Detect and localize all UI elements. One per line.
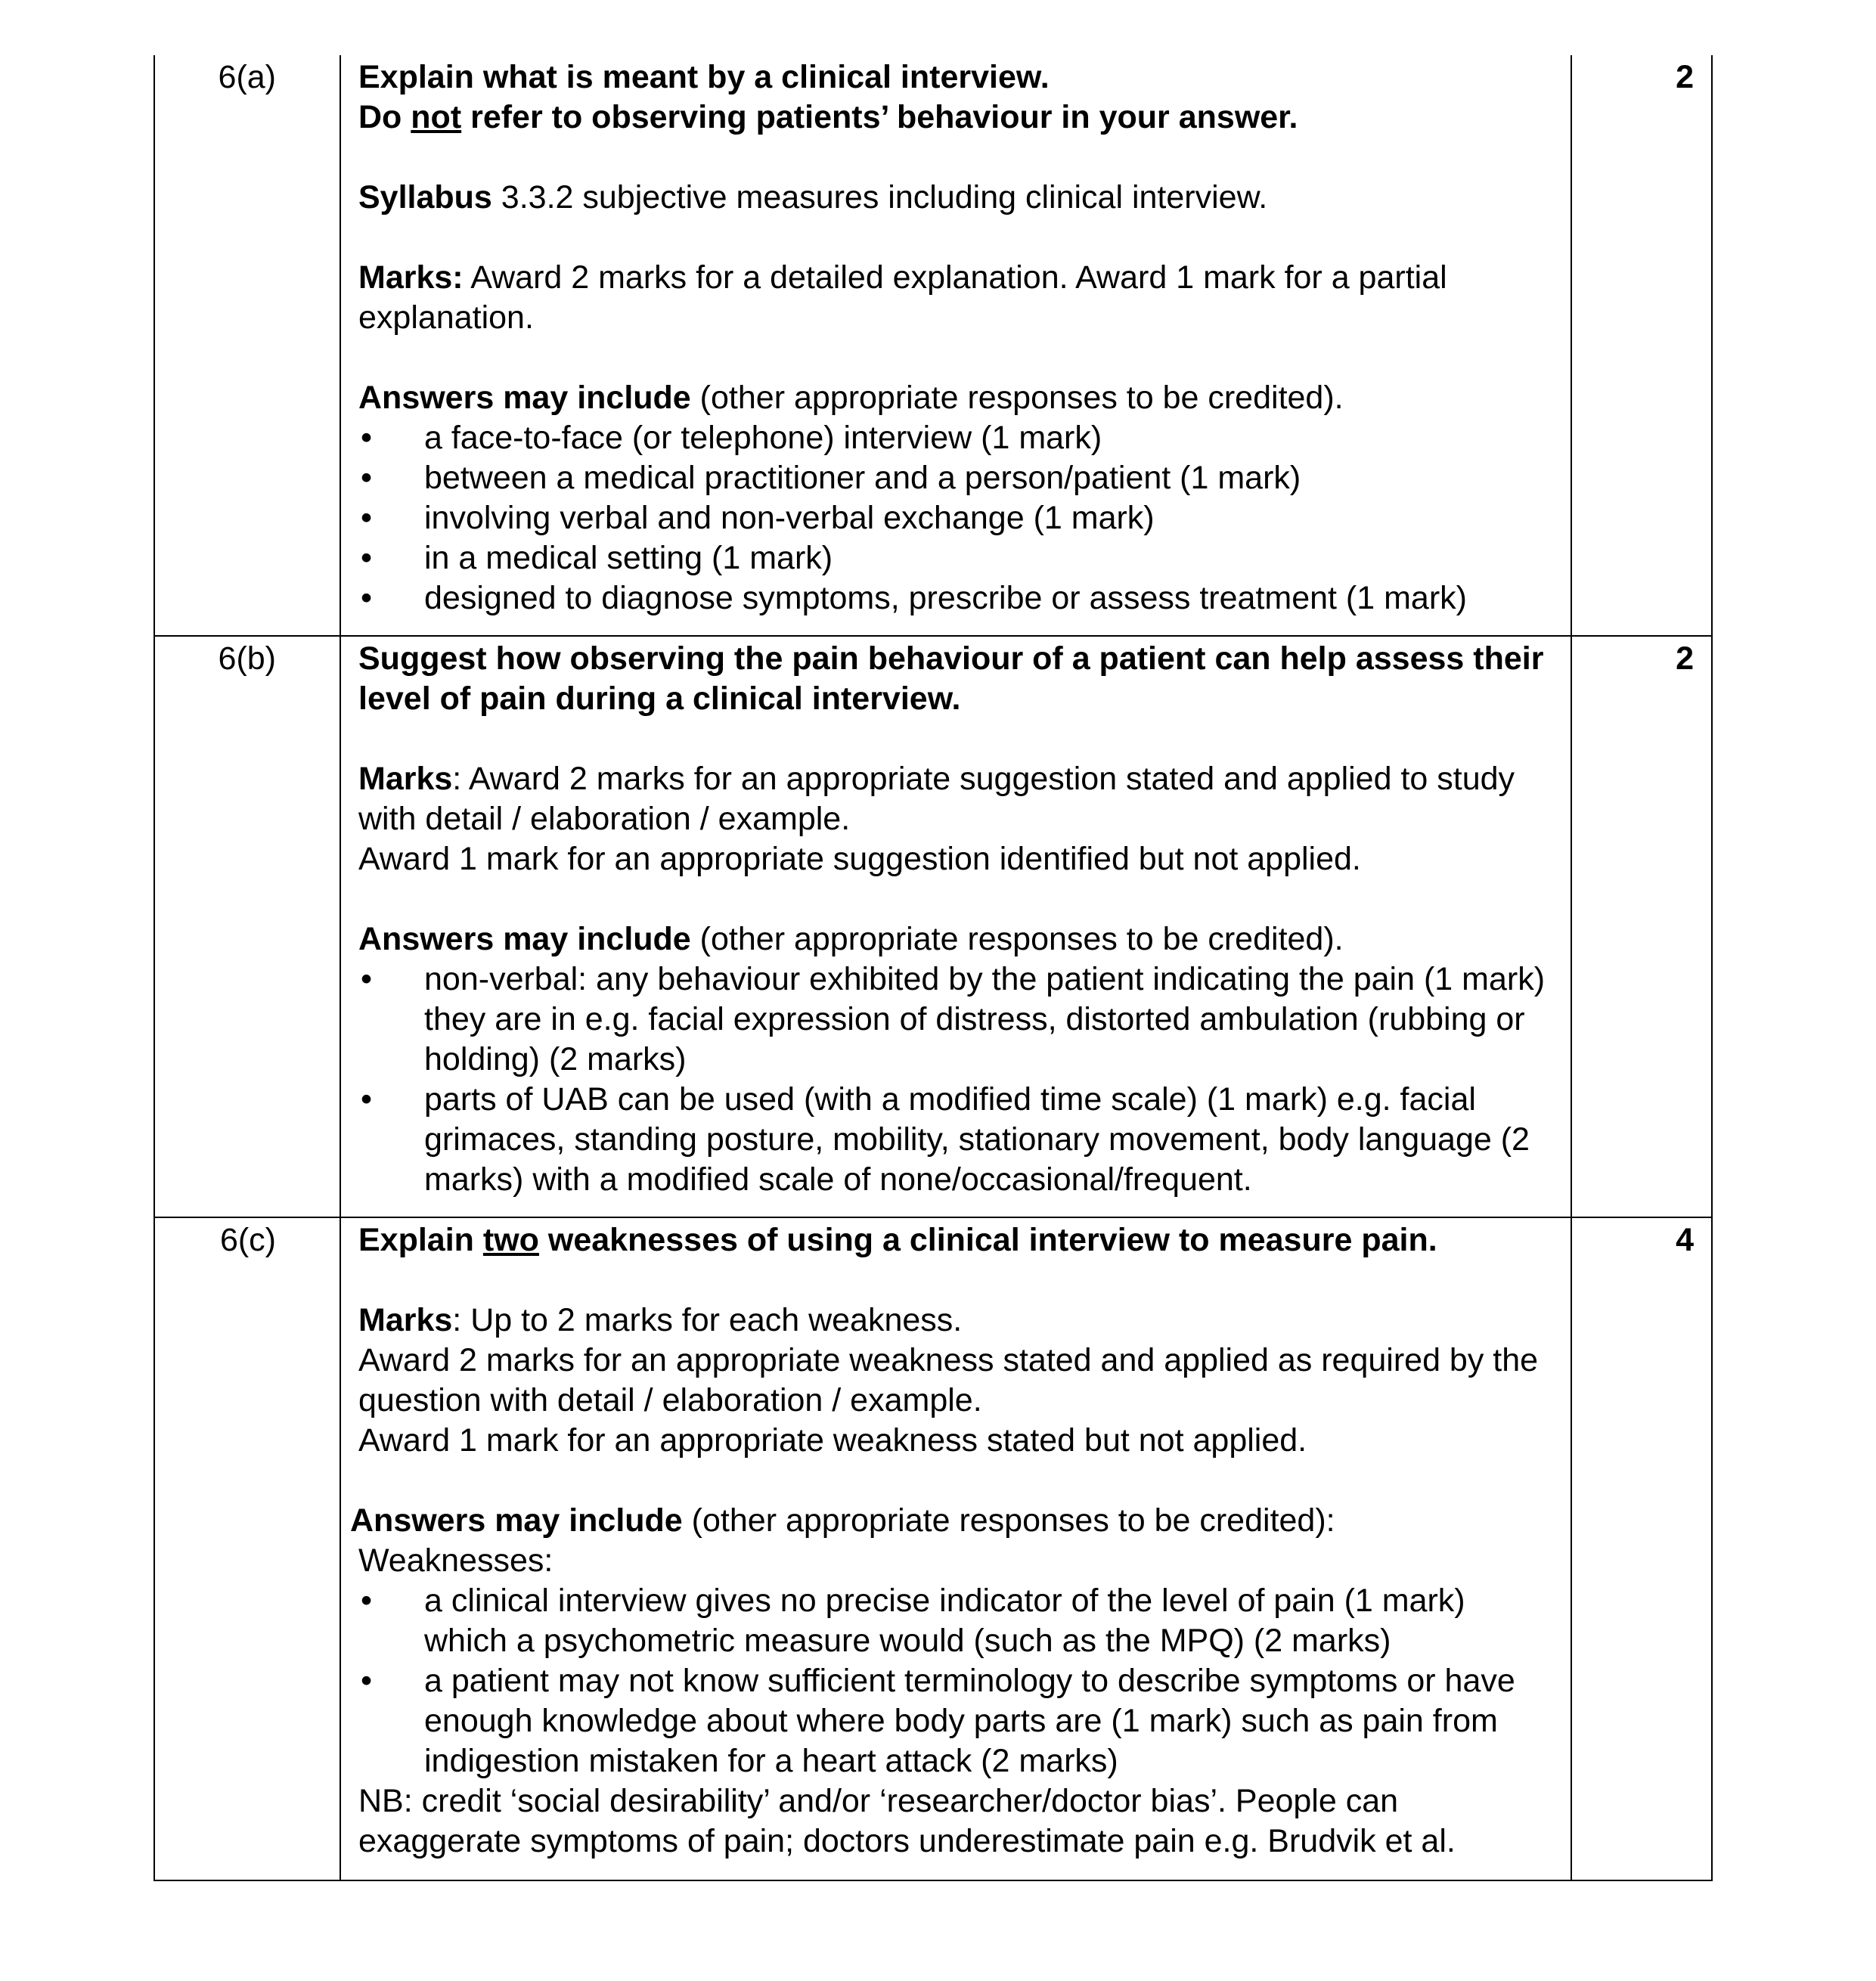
marks-guidance-partial: Award 1 mark for an appropriate weakness stated but not applied.: [358, 1422, 1307, 1459]
list-item: • in a medical setting (1 mark): [358, 538, 1548, 578]
question-text: Explain two weaknesses of using a clinical interview to measure pain.: [358, 1222, 1437, 1258]
question-instruction: Do not refer to observing patients’ behaviour in your answer.: [358, 99, 1298, 135]
bullet-icon: •: [361, 500, 373, 536]
answers-heading: Answers may include (other appropriate responses to be credited).: [358, 380, 1344, 416]
bullet-icon: •: [361, 580, 373, 616]
bullet-icon: •: [361, 1583, 373, 1619]
question-number: 6(c): [154, 1217, 340, 1880]
list-item: • between a medical practitioner and a person/patient (1 mark): [358, 458, 1548, 498]
question-marks: 4: [1571, 1217, 1712, 1880]
nb-note: NB: credit ‘social desirability’ and/or ‘researcher/doctor bias’. People can exaggerate symptoms of pain; doctors underestimate pain e.g. Brudvik et al.: [358, 1783, 1456, 1859]
bullet-icon: •: [361, 540, 373, 576]
bullet-icon: •: [361, 961, 373, 997]
list-item: • designed to diagnose symptoms, prescribe or assess treatment (1 mark): [358, 578, 1548, 618]
question-number: 6(b): [154, 636, 340, 1217]
syllabus-line: Syllabus 3.3.2 subjective measures including clinical interview.: [358, 179, 1268, 215]
question-body: [340, 636, 1571, 1217]
question-row-6b: [154, 636, 1712, 1217]
list-item: • a clinical interview gives no precise indicator of the level of pain (1 mark) which a psychometric measure would (such as the MPQ) (2 marks): [361, 1583, 1465, 1659]
list-item: • involving verbal and non-verbal exchange (1 mark): [358, 498, 1548, 538]
bullet-icon: •: [361, 1081, 373, 1118]
list-item: • a face-to-face (or telephone) interview (1 mark): [358, 418, 1548, 458]
answers-list: [358, 959, 1548, 1200]
answers-list: [358, 1581, 1548, 1781]
marks-guidance: Marks: Award 2 marks for an appropriate suggestion stated and applied to study with detail / elaboration / example.: [358, 761, 1515, 837]
marks-guidance-partial: Award 1 mark for an appropriate suggestion identified but not applied.: [358, 841, 1361, 877]
list-item: • non-verbal: any behaviour exhibited by the patient indicating the pain (1 mark) they are in e.g. facial expression of distress, distorted ambulation (rubbing or holding) (2 marks): [361, 961, 1546, 1077]
question-body: [340, 55, 1571, 636]
question-row-6c: [154, 1217, 1712, 1880]
bullet-icon: •: [361, 460, 373, 496]
list-item: • parts of UAB can be used (with a modified time scale) (1 mark) e.g. facial grimaces, standing posture, mobility, stationary movement, body language (2 marks) with a modified scale of none/occasional/frequent.: [361, 1081, 1530, 1198]
question-text: Explain what is meant by a clinical interview.: [358, 59, 1050, 95]
mark-scheme-table: [153, 55, 1713, 1881]
question-row-6a: [154, 55, 1712, 636]
question-text: Suggest how observing the pain behaviour of a patient can help assess their level of pain during a clinical interview.: [358, 640, 1544, 717]
answers-list: [358, 418, 1548, 618]
marks-guidance: Marks: Award 2 marks for a detailed explanation. Award 1 mark for a partial explanation.: [358, 259, 1447, 336]
bullet-icon: •: [361, 420, 373, 456]
question-marks: 2: [1571, 636, 1712, 1217]
list-item: • a patient may not know sufficient terminology to describe symptoms or have enough knowledge about where body parts are (1 mark) such as pain from indigestion mistaken for a heart attack (2 marks): [361, 1663, 1515, 1779]
question-number: 6(a): [154, 55, 340, 636]
weaknesses-heading: Weaknesses:: [358, 1542, 553, 1579]
question-marks: 2: [1571, 55, 1712, 636]
question-body: [340, 1217, 1571, 1880]
marks-guidance: Marks: Up to 2 marks for each weakness.: [358, 1302, 963, 1338]
bullet-icon: •: [361, 1663, 373, 1699]
marks-guidance-full: Award 2 marks for an appropriate weakness stated and applied as required by the question with detail / elaboration / example.: [358, 1342, 1539, 1418]
answers-heading: Answers may include (other appropriate responses to be credited).: [358, 921, 1344, 957]
answers-heading: Answers may include (other appropriate responses to be credited):: [350, 1502, 1335, 1539]
